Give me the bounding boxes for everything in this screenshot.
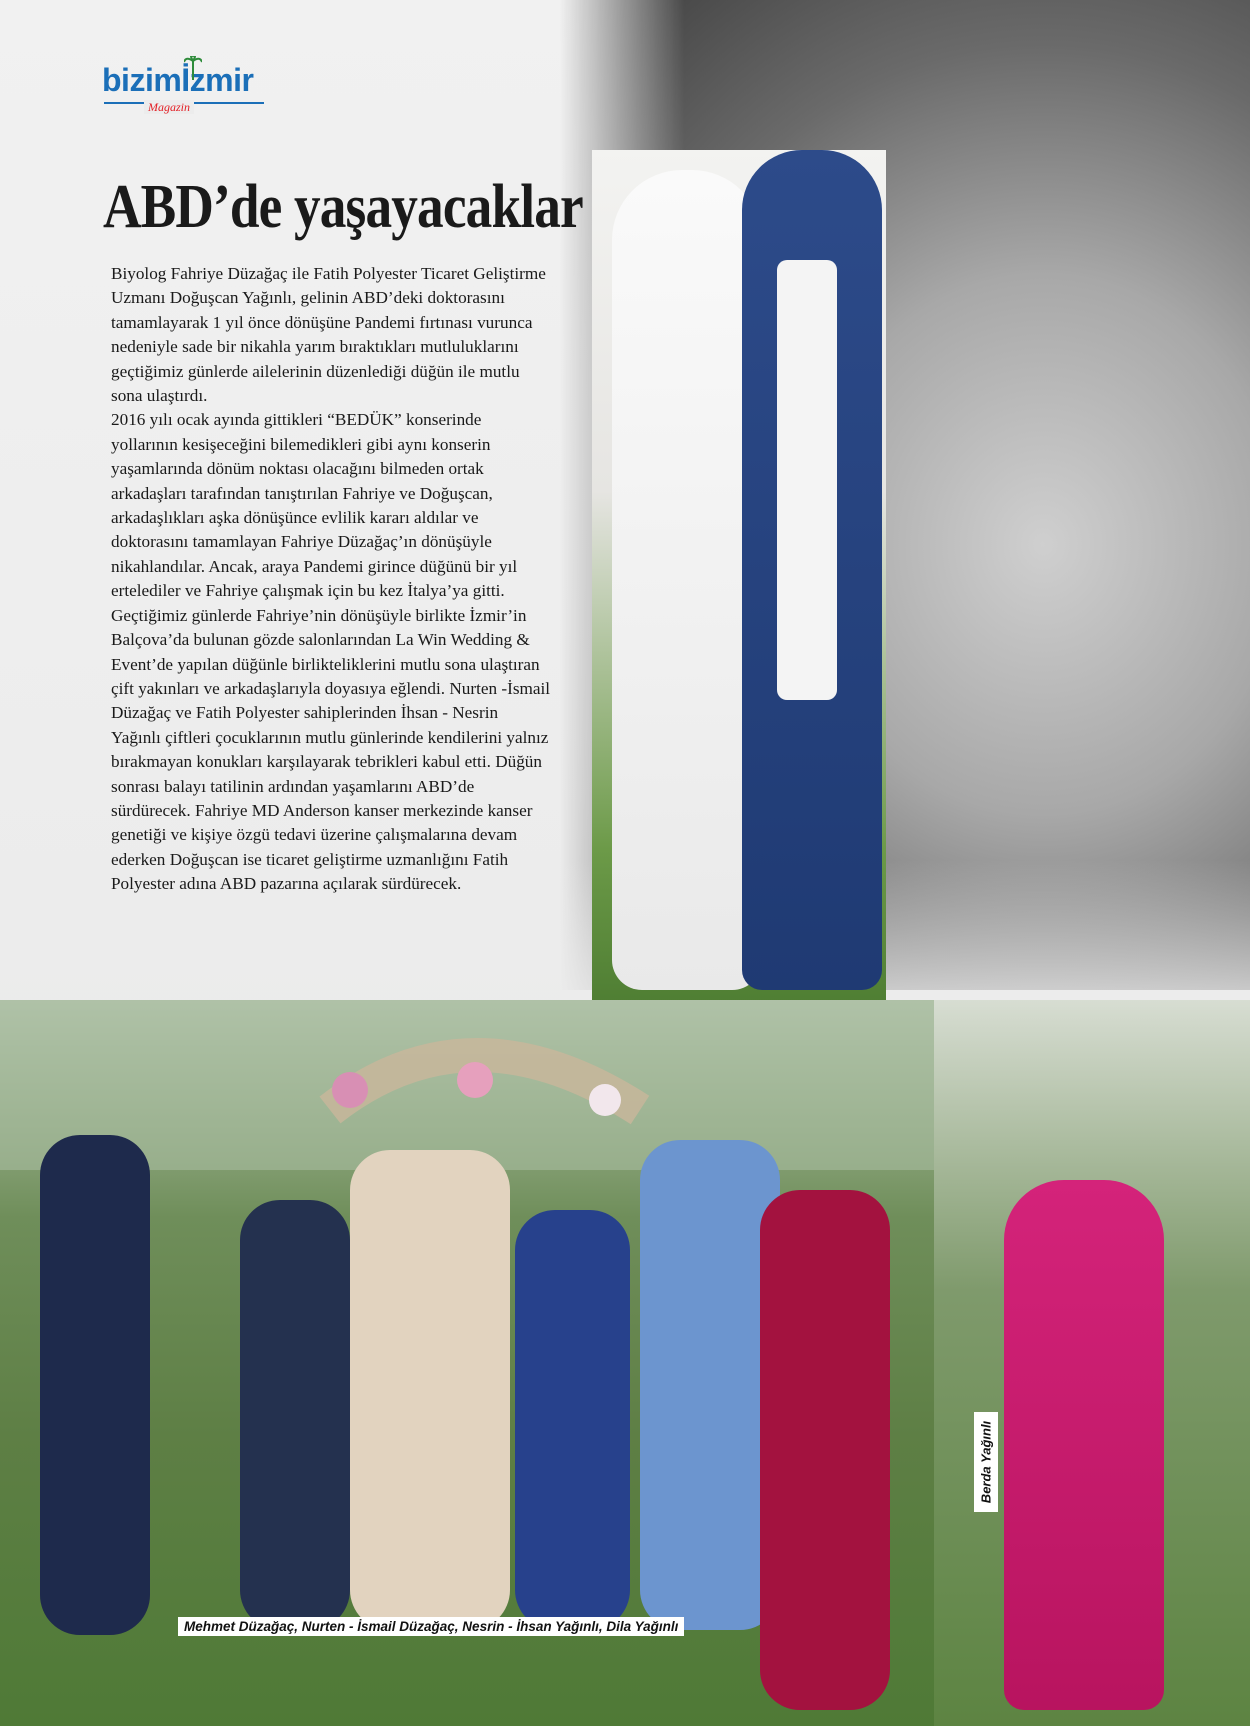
pink-dress-figure	[1004, 1180, 1164, 1710]
flower-pink-1	[332, 1072, 368, 1108]
single-photo-caption-text: Berda Yağınlı	[978, 1420, 994, 1504]
person-dila	[760, 1190, 890, 1710]
bizimizmir-logo	[102, 62, 272, 114]
article-headline: ABD’de yaşayacaklar	[103, 173, 583, 241]
person-nurten	[240, 1200, 350, 1630]
bride-figure	[612, 170, 762, 990]
group-photo-caption: Mehmet Düzağaç, Nurten - İsmail Düzağaç, Nesrin - İhsan Yağınlı, Dila Yağınlı	[178, 1617, 684, 1636]
person-ismail	[350, 1150, 510, 1630]
flower-white	[589, 1084, 621, 1116]
person-mehmet	[40, 1135, 150, 1635]
berda-portrait-photo	[934, 1000, 1250, 1726]
single-photo-caption	[974, 1412, 998, 1512]
article-paragraph-1: Biyolog Fahriye Düzağaç ile Fatih Polyester Ticaret Geliştirme Uzmanı Doğuşcan Yağınlı, gelinin ABD’deki doktorasını tamamlayarak 1 yıl önce dönüşüne Pandemi fırtınası vurunca nedeniyle sade bir nikahla yarım bıraktıkları mutluluklarını geçtiğimiz günlerde ailelerinin düzenlediği düğün ile mutlu sona ulaştırdı.	[111, 264, 546, 406]
palm-tree-icon	[184, 56, 202, 80]
article-body	[111, 262, 551, 897]
logo-subtitle: Magazin	[144, 100, 194, 114]
person-ihsan	[640, 1140, 780, 1630]
flower-pink-2	[457, 1062, 493, 1098]
groom-shirt	[777, 260, 837, 700]
logo-wordmark: bizimİzmir	[102, 62, 254, 98]
couple-photo	[592, 150, 886, 1003]
article-paragraph-2: 2016 yılı ocak ayında gittikleri “BEDÜK” konserinde yollarının kesişeceğini bilemedikleri gibi aynı konserin yaşamlarında dönüm noktası olacağını bilmeden ortak arkadaşları tarafından tanıştırılan Fahriye ve Doğuşcan, arkadaşlıkları aşka dönüşünce evlilik kararı aldılar ve doktorasını tamamlayan Fahriye Düzağaç’ın dönüşüyle nikahlandılar. Ancak, araya Pandemi girince düğünü bir yıl ertelediler ve Fahriye çalışmak için bu kez İtalya’ya gitti. Geçtiğimiz günlerde Fahriye’nin dönüşüyle birlikte İzmir’in Balçova’da bulunan gözde salonlarından La Win Wedding & Event’de yapılan düğünle birlikteliklerini mutlu sona ulaştıran çift yakınları ve arkadaşlarıyla doyasıya eğlendi. Nurten -İsmail Düzağaç ve Fatih Polyester sahiplerinden İhsan - Nesrin Yağınlı çiftleri çocuklarının mutlu günlerinde kendilerini yalnız bırakmayan konukları karşılayarak tebrikleri kabul etti. Düğün sonrası balayı tatilinin ardından yaşamlarını ABD’de sürdürecek. Fahriye MD Anderson kanser merkezinde kanser genetiği ve kişiye özgü tedavi üzerine çalışmalarına devam ederken Doğuşcan ise ticaret geliştirme uzmanlığını Fatih Polyester adına ABD pazarına açılarak sürdürecek.	[111, 410, 551, 894]
person-nesrin	[515, 1210, 630, 1630]
